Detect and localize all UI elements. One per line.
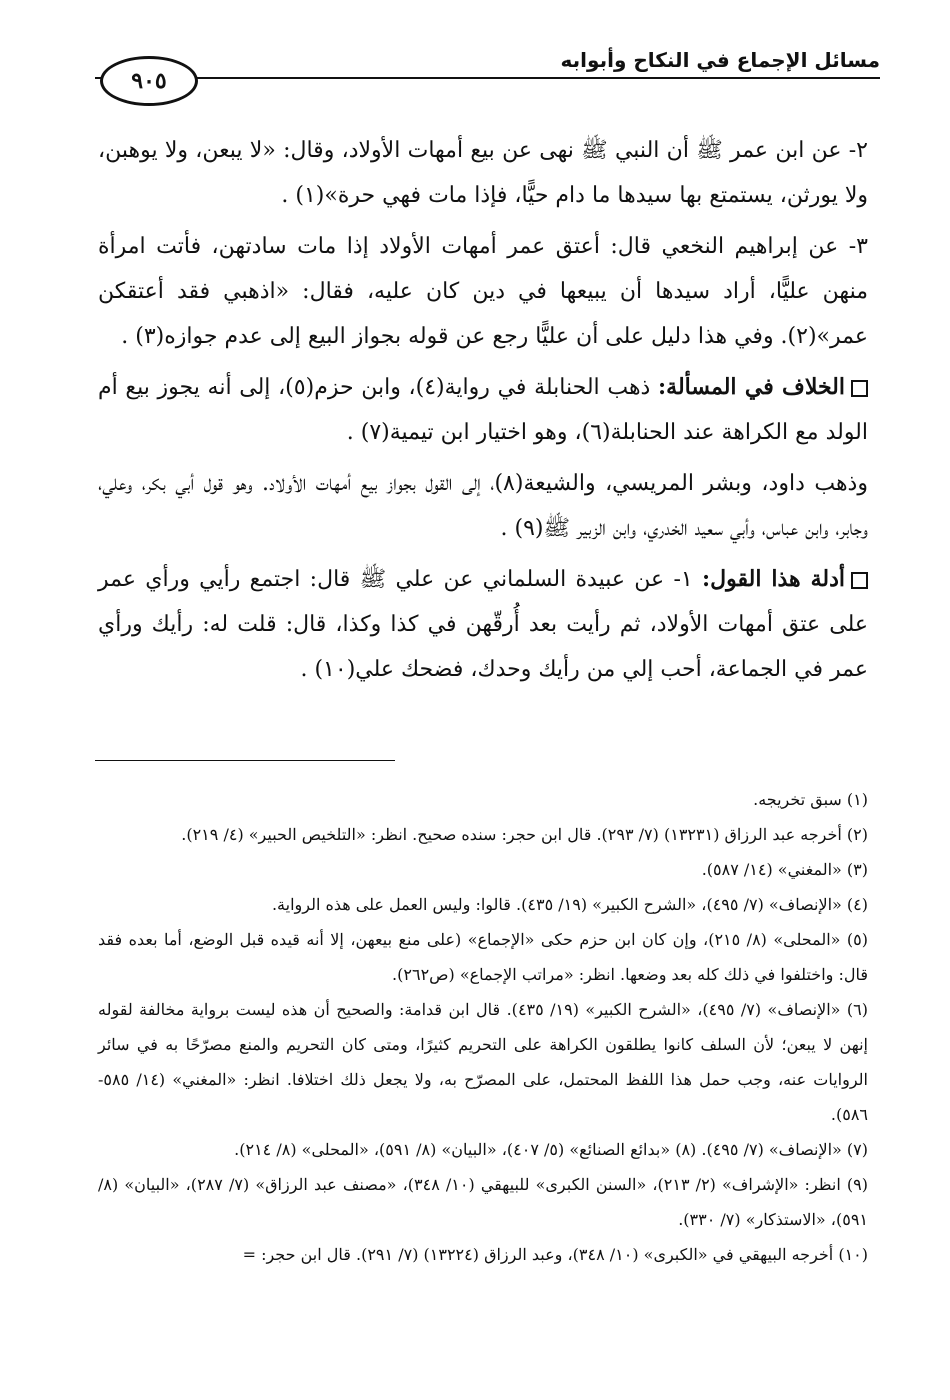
section-heading-adilla: أدلة هذا القول: (702, 566, 846, 592)
paragraph-khilaf (98, 365, 868, 455)
paragraph-adilla-text: ١- عن عبيدة السلماني عن علي ﷺ قال: اجتمع رأيي ورأي عمر على عتق أمهات الأولاد، ثم رأيت بعد أُرقّهن في كذا وكذا، قال: قلت له: رأيك ورأي عمر في الجماعة، أحب إلي من رأيك وحدك، فضحك علي(١٠) . (98, 567, 868, 682)
footnote-7-8: (٧) «الإنصاف» (٧/ ٤٩٥). (٨) «بدائع الصنائع» (٥/ ٤٠٧)، «البيان» (٨/ ٥٩١)، «المحلى» (٨/ ٢١٤). (234, 1140, 868, 1159)
header-title: مسائل الإجماع في النكاح وأبوابه (560, 48, 880, 72)
footnote-4: (٤) «الإنصاف» (٧/ ٤٩٥)، «الشرح الكبير» (١٩/ ٤٣٥). قالوا: وليس العمل على هذه الرواية. (271, 895, 868, 914)
paragraph-hadith-ibn-umar: ٢- عن ابن عمر ﷺ أن النبي ﷺ نهى عن بيع أمهات الأولاد، وقال: «لا يبعن، ولا يوهبن، ولا يورثن، يستمتع بها سيدها ما دام حيًّا، فإذا مات فهي حرة»(١) . (98, 138, 868, 208)
footnote-3: (٣) «المغني» (١٤/ ٥٨٧). (701, 860, 868, 879)
footnote-5: (٥) «المحلى» (٨/ ٢١٥)، وإن كان ابن حزم حكى «الإجماع» (على منع بيعهن، إلا أنه قيده قبل الوضع، أما بعده فقد قال: واختلفوا في ذلك كله بعد وضعها. انظر: «مراتب الإجماع» (ص٢٦٢). (98, 930, 869, 984)
square-bullet-icon (851, 380, 868, 397)
footnotes (98, 782, 868, 1272)
square-bullet-icon (851, 572, 868, 589)
page-number: ٩٠٥ (100, 56, 198, 106)
paragraph-dawud: وذهب داود، وبشر المريسي، والشيعة(٨)، إلى القول بجواز بيع أمهات الأولاد. وهو قول أبي بكر، وعلي، وجابر، وابن عباس، وأبي سعيد الخدري، وابن الزبير ﷺ(٩) . (98, 471, 868, 541)
main-text (98, 128, 868, 698)
running-header (95, 46, 880, 86)
paragraph-adilla (98, 557, 868, 692)
footnote-1: (١) سبق تخريجه. (753, 790, 868, 809)
paragraph-nakhai: ٣- عن إبراهيم النخعي قال: أعتق عمر أمهات الأولاد إذا مات سادتهن، فأتت امرأة منهن عليًّا، أراد سيدها أن يبيعها في دين كان عليه، فقال: «اذهبي فقد أعتقكن عمر»(٢). وفي هذا دليل على أن عليًّا رجع عن قوله بجواز البيع إلى عدم جوازه(٣) . (98, 234, 868, 349)
footnote-9: (٩) انظر: «الإشراف» (٢/ ٢١٣)، «السنن الكبرى» للبيهقي (١٠/ ٣٤٨)، «مصنف عبد الرزاق» (٧/ ٢٨٧)، «البيان» (٨/ ٥٩١)، «الاستذكار» (٧/ ٣٣٠). (98, 1175, 868, 1229)
section-heading-khilaf: الخلاف في المسألة: (658, 374, 846, 400)
footnote-10: (١٠) أخرجه البيهقي في «الكبرى» (١٠/ ٣٤٨)، وعبد الرزاق (١٣٢٢٤) (٧/ ٢٩١). قال ابن حجر: = (242, 1245, 868, 1264)
footnote-6: (٦) «الإنصاف» (٧/ ٤٩٥)، «الشرح الكبير» (١٩/ ٤٣٥). قال ابن قدامة: والصحيح أن هذه ليست برواية مخالفة لقوله إنهن لا يبعن؛ لأن السلف كانوا يطلقون الكراهة على التحريم كثيرًا، ومتى كان التحريم والمنع مصرّحًا به في سائر الروايات عنه، وجب حمل هذا اللفظ المحتمل، على المصرّح به، ولا يجعل ذلك اختلافا. انظر: «المغني» (١٤/ ٥٨٥- ٥٨٦). (98, 1000, 868, 1124)
header-rule (95, 77, 880, 79)
footnote-divider (95, 760, 395, 761)
footnote-2: (٢) أخرجه عبد الرزاق (١٣٢٣١) (٧/ ٢٩٣). قال ابن حجر: سنده صحيح. انظر: «التلخيص الحبير» (٤/ ٢١٩). (181, 825, 868, 844)
paragraph-khilaf-text: ذهب الحنابلة في رواية(٤)، وابن حزم(٥)، إلى أنه يجوز بيع أم الولد مع الكراهة عند الحنابلة(٦)، وهو اختيار ابن تيمية(٧) . (98, 375, 868, 445)
